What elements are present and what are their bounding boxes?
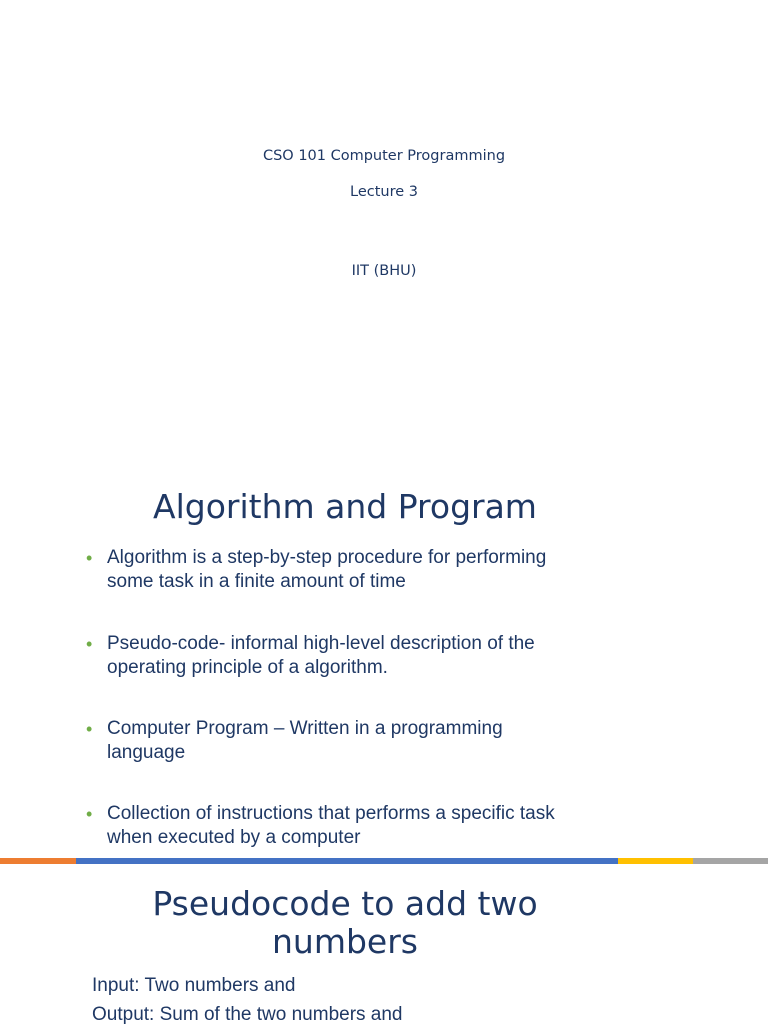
- pseudocode-slide: [0, 865, 768, 1024]
- divider-segment-gray: [693, 858, 768, 864]
- bullet-list: [86, 546, 606, 850]
- divider-segment-yellow: [618, 858, 693, 864]
- bullet-marker-icon: •: [86, 634, 93, 654]
- bullet-text-line2: some task in a finite amount of time: [107, 571, 406, 592]
- bullet-text-line1: Computer Program – Written in a programming: [107, 718, 503, 739]
- bullet-item-instructions: [86, 802, 606, 850]
- bullet-item-program: [86, 717, 606, 765]
- course-name: CSO 101 Computer Programming: [262, 148, 506, 164]
- lecture-number: Lecture 3: [350, 184, 418, 200]
- bullet-marker-icon: •: [86, 804, 93, 824]
- slide-title: Algorithm and Program: [153, 487, 537, 526]
- output-text: Output: Sum of the two numbers and: [92, 1004, 403, 1024]
- slide-title: [95, 885, 595, 961]
- slide-title-line2: numbers: [272, 922, 418, 961]
- bullet-text-line1: Algorithm is a step-by-step procedure for performing: [107, 547, 547, 568]
- bullet-marker-icon: •: [86, 719, 93, 739]
- input-text: Input: Two numbers and: [92, 975, 296, 996]
- bullet-item-pseudocode: [86, 632, 606, 680]
- bullet-text-line2: when executed by a computer: [107, 827, 361, 848]
- bullet-marker-icon: •: [86, 548, 93, 568]
- bullet-text-line2: language: [107, 742, 186, 763]
- bullet-text-line1: Pseudo-code- informal high-level description of the: [107, 633, 535, 654]
- slide-title-line1: Pseudocode to add two: [152, 884, 538, 923]
- divider-segment-orange: [0, 858, 76, 864]
- bullet-text-line1: Collection of instructions that performs a specific task: [107, 803, 555, 824]
- title-slide: [0, 0, 768, 430]
- institute-name: IIT (BHU): [351, 263, 417, 279]
- bullet-item-algorithm: [86, 546, 606, 594]
- divider-segment-blue: [76, 858, 618, 864]
- slide-divider: [0, 858, 768, 864]
- algorithm-slide: [0, 430, 768, 858]
- bullet-text-line2: operating principle of a algorithm.: [107, 657, 388, 678]
